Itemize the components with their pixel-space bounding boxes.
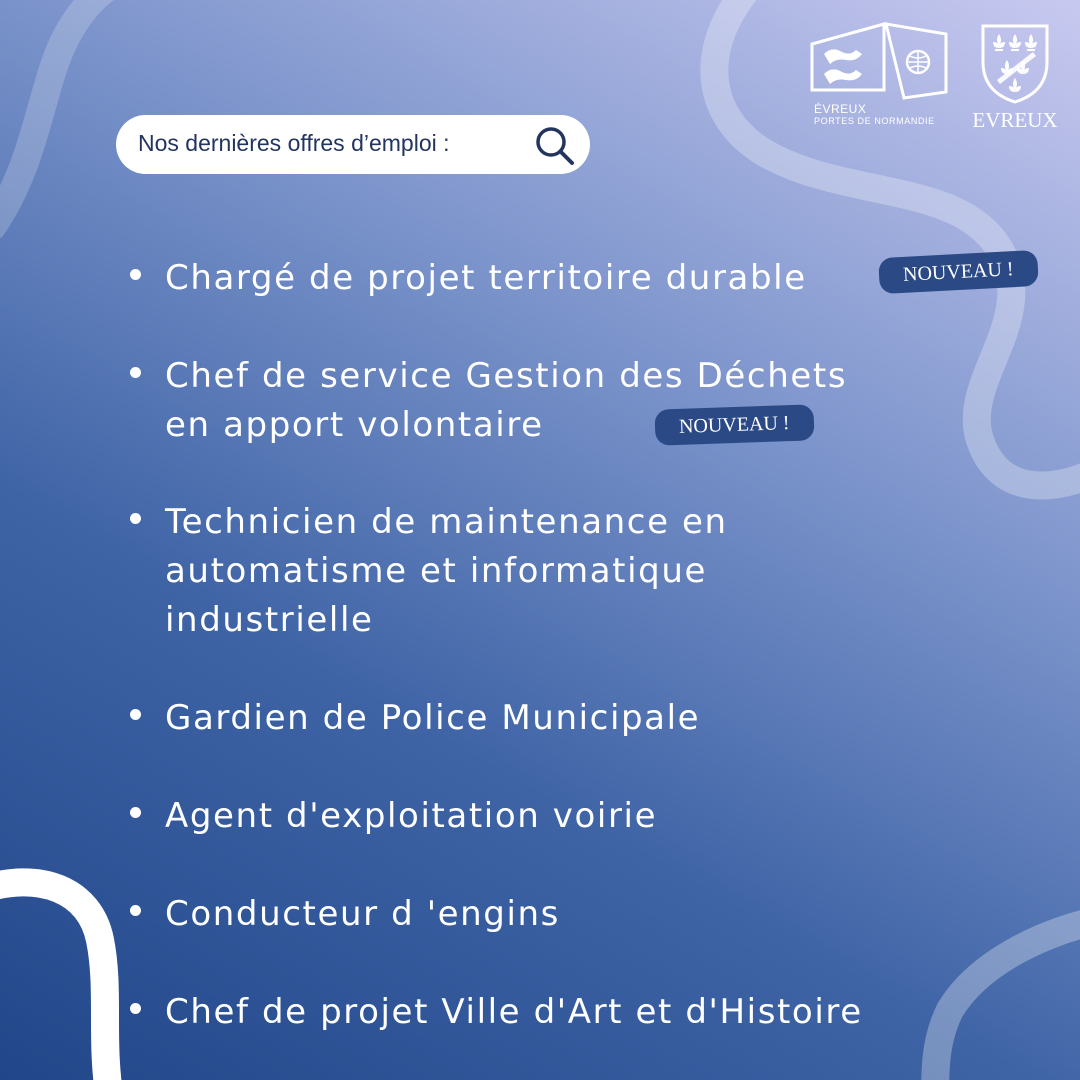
search-bar[interactable] <box>116 115 590 174</box>
search-icon[interactable] <box>532 123 578 169</box>
agglo-subtitle: PORTES DE NORMANDIE <box>814 116 935 126</box>
lions-shield-icon <box>806 20 956 100</box>
new-badge: NOUVEAU ! <box>878 250 1038 294</box>
bullet <box>130 367 141 378</box>
job-title: Agent d'exploitation voirie <box>165 796 658 836</box>
city-name: EVREUX <box>972 108 1058 132</box>
bullet <box>130 1003 141 1014</box>
agglo-name: ÉVREUX <box>814 102 867 116</box>
fleur-de-lis-shield-icon <box>979 22 1051 104</box>
job-title: Technicien de maintenance en automatisme et informatique industrielle <box>165 502 728 640</box>
job-title: Gardien de Police Municipale <box>165 698 701 738</box>
job-title: Chef de projet Ville d'Art et d'Histoire <box>165 992 863 1032</box>
search-label: Nos dernières offres d’emploi : <box>138 130 450 156</box>
job-title: Chargé de projet territoire durable <box>165 258 807 298</box>
bullet <box>130 269 141 280</box>
new-badge: NOUVEAU ! <box>654 404 814 446</box>
bullet <box>130 807 141 818</box>
bullet <box>130 709 141 720</box>
bullet <box>130 905 141 916</box>
job-title: Chef de service Gestion des Déchets en apport volontaire <box>165 356 848 445</box>
bullet <box>130 513 141 524</box>
job-title: Conducteur d 'engins <box>165 894 560 934</box>
agglo-logo <box>806 20 956 132</box>
city-logo <box>970 22 1060 134</box>
